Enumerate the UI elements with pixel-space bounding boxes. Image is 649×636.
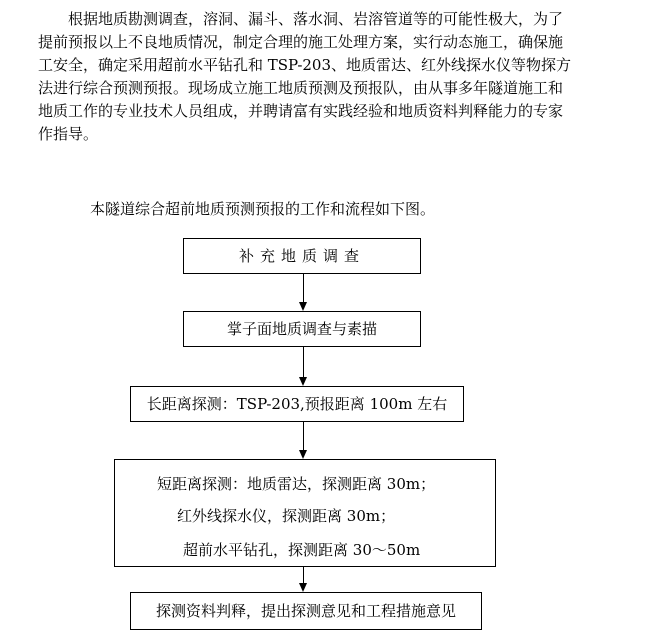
flowchart-lead-text: 本隧道综合超前地质预测预报的工作和流程如下图。 [90,200,436,218]
intro-line-6: 作指导。 [38,125,99,143]
arrow-shaft [303,347,304,377]
intro-line-3: 工安全，确定采用超前水平钻孔和 TSP-203、地质雷达、红外线探水仪等物探方 [38,56,572,74]
intro-line-4: 法进行综合预测预报。现场成立施工地质预测及预报队，由从事多年隧道施工和 [38,79,564,97]
arrow-shaft [303,422,304,450]
flow-step-4-line-3: 超前水平钻孔，探测距离 30～50m [183,541,421,559]
flow-step-4-line-2: 红外线探水仪，探测距离 30m； [177,507,396,525]
intro-line-5: 地质工作的专业技术人员组成，并聘请富有实践经验和地质资料判释能力的专家 [38,102,564,120]
flow-step-4-line-1: 短距离探测：地质雷达，探测距离 30m； [157,475,436,493]
flow-step-face-survey [183,311,421,347]
flow-step-supplementary-survey [183,238,421,274]
flow-step-2-label: 掌子面地质调查与素描 [226,320,377,338]
flow-step-short-range-detection [114,459,496,567]
arrow-down-icon [299,377,307,386]
flow-step-3-label: 长距离探测：TSP-203,预报距离 100m 左右 [146,395,448,413]
flow-step-long-range-detection [130,386,464,422]
arrow-shaft [303,567,304,583]
intro-line-2: 提前预报以上不良地质情况，制定合理的施工处理方案，实行动态施工，确保施 [38,33,564,51]
arrow-down-icon [299,450,307,459]
arrow-shaft [303,274,304,302]
flow-step-5-label: 探测资料判释，提出探测意见和工程措施意见 [155,602,456,620]
arrow-down-icon [299,302,307,311]
intro-line-1: 根据地质勘测调查，溶洞、漏斗、落水洞、岩溶管道等的可能性极大，为了 [68,10,564,28]
flow-step-interpretation [130,592,482,630]
flow-step-1-label: 补充地质调查 [238,247,365,265]
intro-paragraph [38,8,638,146]
arrow-down-icon [299,583,307,592]
